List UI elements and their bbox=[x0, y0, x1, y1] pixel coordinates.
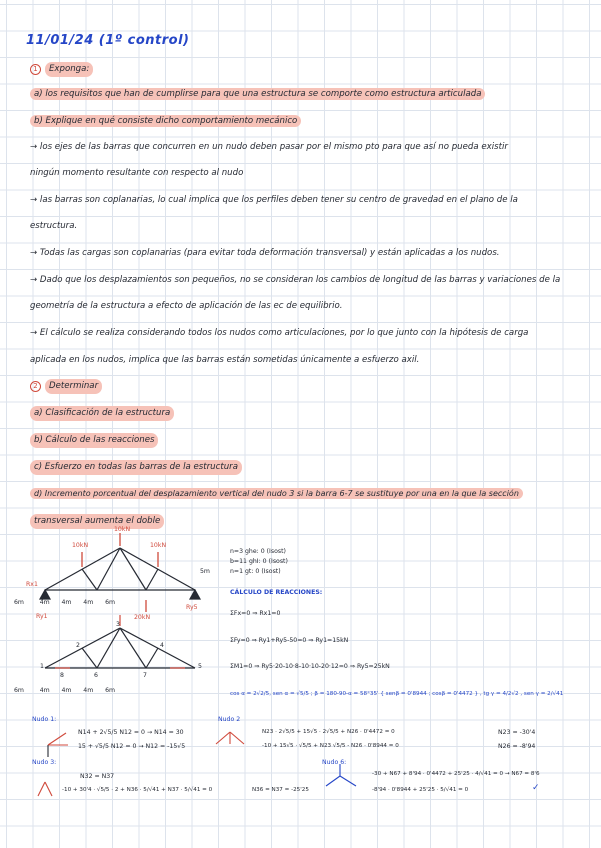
q1-p4b: geometría de la estructura a efecto de aplicación de las ec de equilibrio. bbox=[30, 301, 343, 311]
node-7: 7 bbox=[143, 672, 147, 679]
node1-eq2: 15 + √5/5 N12 = 0 → N12 = -15√5 bbox=[78, 743, 186, 750]
node3-label: Nudo 3: bbox=[32, 759, 57, 766]
q1-heading: 1 Exponga: bbox=[30, 62, 93, 77]
truss-diagram-top bbox=[40, 548, 200, 599]
q2-b: b) Cálculo de las reacciones bbox=[30, 433, 158, 448]
page-title: 11/01/24 (1º control) bbox=[26, 33, 190, 48]
load-4: 20kN bbox=[134, 614, 151, 621]
figure-dims-top: 6m 4m 4m 4m 6m bbox=[14, 599, 116, 606]
node-6: 6 bbox=[94, 672, 98, 679]
load-3: 10kN bbox=[150, 542, 167, 549]
q2-heading: 2 Determinar bbox=[30, 379, 102, 394]
node-2: 2 bbox=[76, 642, 80, 649]
node1-eq1: N14 + 2√5/5 N12 = 0 → N14 = 30 bbox=[78, 729, 184, 736]
node2-eq1: N23 · 2√5/5 + 15√5 · 2√5/5 + N26 · 0'4472 = 0 bbox=[262, 729, 395, 735]
q2-a: a) Clasificación de la estructura bbox=[30, 406, 174, 421]
node3-eq1: N32 = N37 bbox=[80, 773, 115, 780]
load-2: 10kN bbox=[114, 526, 131, 533]
node3-res: N36 = N37 = -25'25 bbox=[252, 787, 309, 793]
q1-p1a: → los ejes de las barras que concurren en un nudo deben pasar por el mismo pto para que así no pueda existir bbox=[30, 142, 508, 152]
reaction-rx1: Rx1 bbox=[26, 581, 38, 588]
q1-p2b: estructura. bbox=[30, 221, 78, 231]
truss-diagram-bottom bbox=[45, 628, 195, 668]
q2-d1: d) Incremento porcentual del desplazamiento vertical del nudo 3 si la barra 6-7 se sustituye por una en la que la sección bbox=[30, 487, 523, 500]
node6-label: Nudo 6: bbox=[322, 759, 347, 766]
q1-p5a: → El cálculo se realiza considerando todos los nudos como articulaciones, por lo que junto con la hipótesis de carga bbox=[30, 328, 529, 338]
node2-res1: N23 = -30'4 bbox=[498, 729, 536, 736]
figure-dims-bottom: 6m 4m 4m 4m 6m bbox=[14, 687, 116, 694]
q1-p4a: → Dado que los desplazamientos son pequeños, no se consideran los cambios de longitud de las barras y variaciones de la bbox=[30, 275, 561, 285]
node6-eq1: -30 + N67 + 8'94 · 0'4472 + 25'25 · 4/√41 = 0 → N67 = 8'6 bbox=[372, 771, 540, 777]
node1-label: Nudo 1: bbox=[32, 716, 57, 723]
q2-number: 2 bbox=[30, 381, 41, 392]
node-3: 3 bbox=[116, 621, 120, 628]
node2-label: Nudo 2 bbox=[218, 716, 241, 723]
q1-p3: → Todas las cargas son coplanarias (para evitar toda deformación transversal) y están aplicadas a los nudos. bbox=[30, 248, 500, 258]
load-1: 10kN bbox=[72, 542, 89, 549]
q1-p1b: ningún momento resultante con respecto al nudo bbox=[30, 168, 244, 178]
reactions-eq2: ΣFy=0 ⇒ Ry1+Ry5-50=0 ⇒ Ry1=15kN bbox=[230, 637, 349, 644]
classification-2: b=11 ghI: 0 (Isost) bbox=[230, 558, 288, 565]
q1-p5b: aplicada en los nudos, implica que las barras están sometidas únicamente a esfuerzo axil. bbox=[30, 355, 420, 365]
reactions-eq3: ΣM1=0 ⇒ Ry5·20-10·8-10·10-20·12=0 ⇒ Ry5=25kN bbox=[230, 663, 390, 670]
node2-eq2: -10 + 15√5 · √5/5 + N23 √5/5 - N26 · 0'8944 = 0 bbox=[262, 743, 399, 749]
node3-eq2: -10 + 30'4 · √5/5 · 2 + N36 · 5/√41 + N37 · 5/√41 = 0 bbox=[62, 787, 213, 793]
q2-c: c) Esfuerzo en todas las barras de la estructura bbox=[30, 460, 242, 475]
reaction-ry1: Ry1 bbox=[36, 613, 48, 620]
node-8: 8 bbox=[60, 672, 64, 679]
node2-res2: N26 = -8'94 bbox=[498, 743, 536, 750]
reactions-eq1: ΣFx=0 ⇒ Rx1=0 bbox=[230, 610, 281, 617]
bar-forces-bottom bbox=[55, 615, 185, 668]
reactions-heading: CÁLCULO DE REACCIONES: bbox=[230, 589, 323, 596]
q1-b: b) Explique en qué consiste dicho comportamiento mecánico bbox=[30, 115, 301, 128]
check-icon: ✓ bbox=[532, 783, 540, 793]
figure-height: 5m bbox=[200, 568, 210, 575]
q1-a: a) los requisitos que han de cumplirse para que una estructura se comporte como estructura articulada bbox=[30, 88, 485, 101]
q1-number: 1 bbox=[30, 64, 41, 75]
node-5: 5 bbox=[198, 663, 202, 670]
node6-eq2: -8'94 · 0'8944 + 25'25 · 5/√41 = 0 bbox=[372, 787, 469, 793]
q2-d2: transversal aumenta el doble bbox=[30, 514, 164, 529]
node-4: 4 bbox=[160, 642, 164, 649]
angle-values: cos α = 2√2/5, sen α = √5/5 ; β = 180-90-α = 58°35' { senβ = 0'8944 ; cosβ = 0'4472 } , tg γ = 4/2√2 , sen γ = 2/√41 bbox=[230, 691, 564, 697]
classification-1: n=3 ghe: 0 (Isost) bbox=[230, 548, 286, 555]
node-1: 1 bbox=[40, 663, 44, 670]
reaction-ry5: Ry5 bbox=[186, 604, 198, 611]
classification-3: n=1 gt: 0 (Isost) bbox=[230, 568, 281, 575]
q1-p2a: → las barras son coplanarias, lo cual implica que los perfiles deben tener su centro de gravedad en el plano de la bbox=[30, 195, 518, 205]
